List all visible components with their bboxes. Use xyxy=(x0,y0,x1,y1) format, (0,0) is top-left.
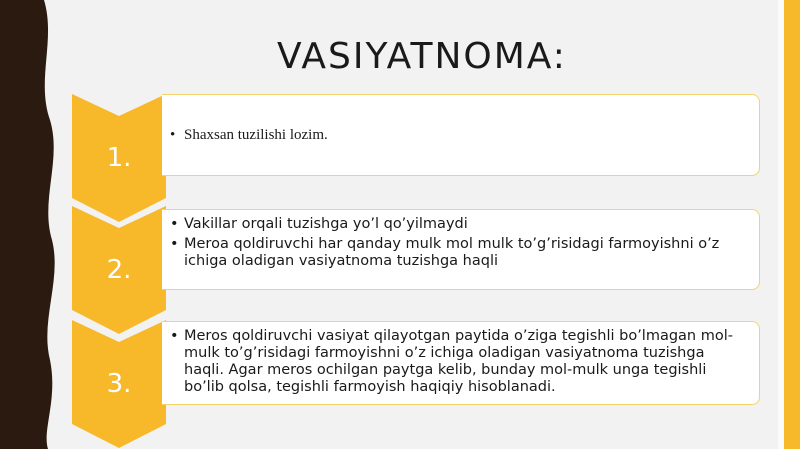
step-2-bullet-1: • Vakillar orqali tuzishga yo’l qo’yilmaydi xyxy=(170,216,741,233)
step-1-bullet-1: • Shaxsan tuzilishi lozim. xyxy=(170,127,741,144)
step-1-card xyxy=(162,94,760,176)
step-3-bullet-1: • Meros qoldiruvchi vasiyat qilayotgan paytida o’ziga tegishli bo’lmagan mol-mulk to’g’risidagi farmoyishni o’z ichiga oladigan vasiyatnoma tuzishga haqli. Agar meros ochilgan paytga kelib, bunday mol-mulk unga tegishli bo’lib qolsa, tegishli farmoyish haqiqiy hisoblanadi. xyxy=(170,328,741,396)
slide-title: VASIYATNOMA: xyxy=(277,36,567,77)
step-1-bullet-list xyxy=(170,127,741,144)
right-accent-strip xyxy=(784,0,800,449)
step-3-number: 3. xyxy=(106,369,132,399)
step-2-number: 2. xyxy=(106,255,132,285)
step-2-card xyxy=(162,209,760,290)
step-1-number: 1. xyxy=(106,143,132,173)
step-3-bullet-list xyxy=(170,328,741,396)
left-decorative-strip xyxy=(0,0,60,449)
step-3-card xyxy=(162,321,760,405)
step-2-bullet-2: • Meroa qoldiruvchi har qanday mulk mol mulk to’g’risidagi farmoyishni o’z ichiga oladigan vasiyatnoma tuzishga haqli xyxy=(170,236,741,270)
step-2-bullet-list xyxy=(170,216,741,270)
